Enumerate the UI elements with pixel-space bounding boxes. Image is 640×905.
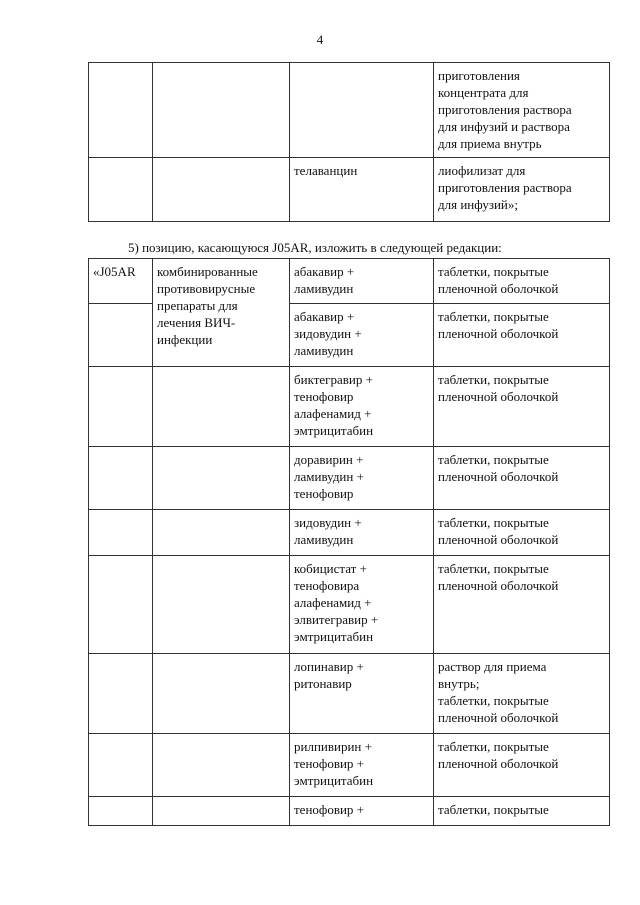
dosage-form-cell: таблетки, покрытые пленочной оболочкой <box>434 447 610 510</box>
dosage-form-cell: таблетки, покрытые пленочной оболочкой <box>434 304 610 367</box>
drug-cell: доравирин + ламивудин + тенофовир <box>290 447 434 510</box>
dosage-form-cell: таблетки, покрытые пленочной оболочкой <box>434 510 610 556</box>
atc-code-cell <box>89 654 153 734</box>
atc-code-cell <box>89 367 153 447</box>
drug-cell: биктегравир + тенофовир алафенамид + эмтрицитабин <box>290 367 434 447</box>
dosage-form-cell: лиофилизат для приготовления раствора для инфузий»; <box>434 158 610 222</box>
drug-cell: тенофовир + <box>290 797 434 826</box>
table-row <box>89 556 610 654</box>
atc-code-cell <box>89 797 153 826</box>
table-row <box>89 158 610 222</box>
atc-code-cell <box>89 556 153 654</box>
group-cell <box>153 447 290 510</box>
group-cell <box>153 63 290 158</box>
table-continuation <box>88 62 610 222</box>
group-cell <box>153 734 290 797</box>
group-cell <box>153 654 290 734</box>
group-cell <box>153 510 290 556</box>
atc-code-cell <box>89 158 153 222</box>
drug-cell: рилпивирин + тенофовир + эмтрицитабин <box>290 734 434 797</box>
atc-code-cell <box>89 510 153 556</box>
dosage-form-cell: таблетки, покрытые <box>434 797 610 826</box>
amendment-paragraph: 5) позицию, касающуюся J05AR, изложить в следующей редакции: <box>128 240 502 255</box>
group-cell <box>153 556 290 654</box>
table-row <box>89 63 610 158</box>
dosage-form-cell: раствор для приема внутрь; таблетки, покрытые пленочной оболочкой <box>434 654 610 734</box>
drug-cell: кобицистат + тенофовира алафенамид + элвитегравир + эмтрицитабин <box>290 556 434 654</box>
group-cell <box>153 158 290 222</box>
dosage-form-cell: таблетки, покрытые пленочной оболочкой <box>434 734 610 797</box>
table-row <box>89 447 610 510</box>
table-row <box>89 510 610 556</box>
drug-cell: лопинавир + ритонавир <box>290 654 434 734</box>
table-row <box>89 654 610 734</box>
dosage-form-cell: таблетки, покрытые пленочной оболочкой <box>434 259 610 304</box>
atc-code-cell <box>89 734 153 797</box>
table-row <box>89 259 610 304</box>
dosage-form-cell: приготовления концентрата для приготовления раствора для инфузий и раствора для приема внутрь <box>434 63 610 158</box>
atc-code-cell <box>89 447 153 510</box>
atc-code-cell <box>89 63 153 158</box>
drug-cell: телаванцин <box>290 158 434 222</box>
drug-cell: зидовудин + ламивудин <box>290 510 434 556</box>
drug-cell <box>290 63 434 158</box>
group-cell <box>153 367 290 447</box>
table-row <box>89 797 610 826</box>
dosage-form-cell: таблетки, покрытые пленочной оболочкой <box>434 556 610 654</box>
table-row <box>89 734 610 797</box>
drug-cell: абакавир + ламивудин <box>290 259 434 304</box>
table-j05ar <box>88 258 610 826</box>
group-cell <box>153 797 290 826</box>
drug-cell: абакавир + зидовудин + ламивудин <box>290 304 434 367</box>
table-row <box>89 367 610 447</box>
atc-code-cell: «J05AR <box>89 259 153 304</box>
page-number: 4 <box>316 32 324 47</box>
dosage-form-cell: таблетки, покрытые пленочной оболочкой <box>434 367 610 447</box>
atc-code-cell <box>89 304 153 367</box>
group-cell: комбинированные противовирусные препараты для лечения ВИЧ- инфекции <box>153 259 290 367</box>
